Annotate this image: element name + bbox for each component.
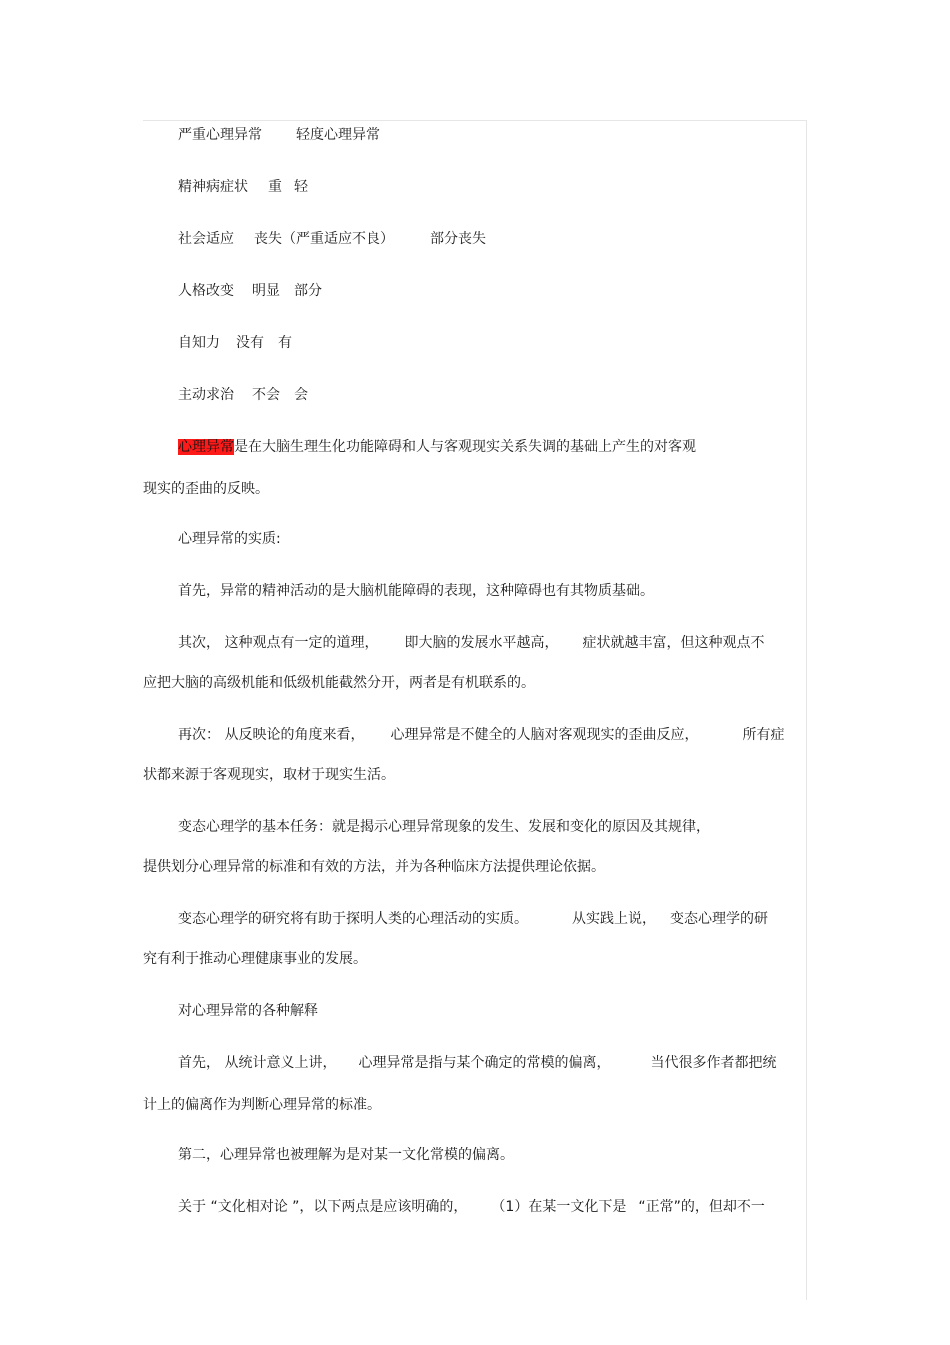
explain-heading: 对心理异常的各种解释 [178,1003,318,1019]
row-col1: 丧失（严重适应不良） [254,231,394,247]
row-col2: 有 [278,335,292,351]
row-label: 自知力 [178,335,220,351]
row-col2: 轻 [294,179,308,195]
row-label: 社会适应 [178,231,234,247]
row-col2: 会 [294,387,308,403]
text-segment: 心理异常是不健全的人脑对客观现实的歪曲反应， [390,727,699,743]
third-point-line-1 [178,726,784,744]
text-segment: 其次， 这种观点有一定的道理， [178,635,379,651]
text-segment: 即大脑的发展水平越高， [404,635,559,651]
culture-point: 第二，心理异常也被理解为是对某一文化常模的偏离。 [178,1147,514,1163]
text-segment: 首先， 从统计意义上讲， [178,1055,337,1071]
table-row [178,178,308,196]
text-segment: 当代很多作者都把统 [650,1055,777,1071]
row-col2: 部分 [294,283,322,299]
essence-heading: 心理异常的实质: [178,531,281,547]
row-col2: 部分丧失 [430,231,486,247]
row-label: 人格改变 [178,283,234,299]
definition-line-1 [178,438,696,456]
table-row [178,126,380,144]
relativism-line-1 [178,1198,765,1216]
text-segment: 关于 “文化相对论 ”，以下两点是应该明确的， [178,1199,468,1215]
task-line-2: 提供划分心理异常的标准和有效的方法，并为各种临床方法提供理论依据。 [143,859,605,875]
row-label: 严重心理异常 [178,127,262,143]
row-label: 精神病症状 [178,179,248,195]
row-col1: 不会 [252,387,280,403]
third-point-line-2: 状都来源于客观现实，取材于现实生活。 [143,767,395,783]
table-row [178,230,486,248]
text-segment: “正常”的，但却不一 [638,1199,765,1215]
text-segment: 变态心理学的研究将有助于探明人类的心理活动的实质。 [178,911,528,927]
text-segment: （1）在某一文化下是 [491,1199,627,1215]
row-col1: 重 [268,179,282,195]
text-segment: 从实践上说， [572,911,656,927]
text-segment: 心理异常是指与某个确定的常模的偏离， [358,1055,611,1071]
text-segment: 变态心理学的研 [670,911,768,927]
definition-text: 是在大脑生理生化功能障碍和人与客观现实关系失调的基础上产生的对客观 [234,439,696,455]
text-segment: 所有症 [742,727,785,743]
research-line-2: 究有利于推动心理健康事业的发展。 [143,951,367,967]
stat-line-1 [178,1054,776,1072]
row-col1: 明显 [252,283,280,299]
stat-line-2: 计上的偏离作为判断心理异常的标准。 [143,1097,381,1113]
text-segment: 再次： 从反映论的角度来看， [178,727,365,743]
table-row [178,386,308,404]
table-row [178,334,292,352]
row-col1: 没有 [236,335,264,351]
highlight-term: 心理异常 [178,439,234,455]
row-col1: 轻度心理异常 [296,127,380,143]
table-row [178,282,322,300]
first-point: 首先，异常的精神活动的是大脑机能障碍的表现，这种障碍也有其物质基础。 [178,583,654,599]
second-point-line-1 [178,634,764,652]
research-line-1 [178,910,768,928]
row-label: 主动求治 [178,387,234,403]
text-segment: 症状就越丰富，但这种观点不 [582,635,765,651]
second-point-line-2: 应把大脑的高级机能和低级机能截然分开，两者是有机联系的。 [143,675,535,691]
task-line-1: 变态心理学的基本任务：就是揭示心理异常现象的发生、发展和变化的原因及其规律， [178,819,710,835]
definition-line-2: 现实的歪曲的反映。 [143,481,269,497]
